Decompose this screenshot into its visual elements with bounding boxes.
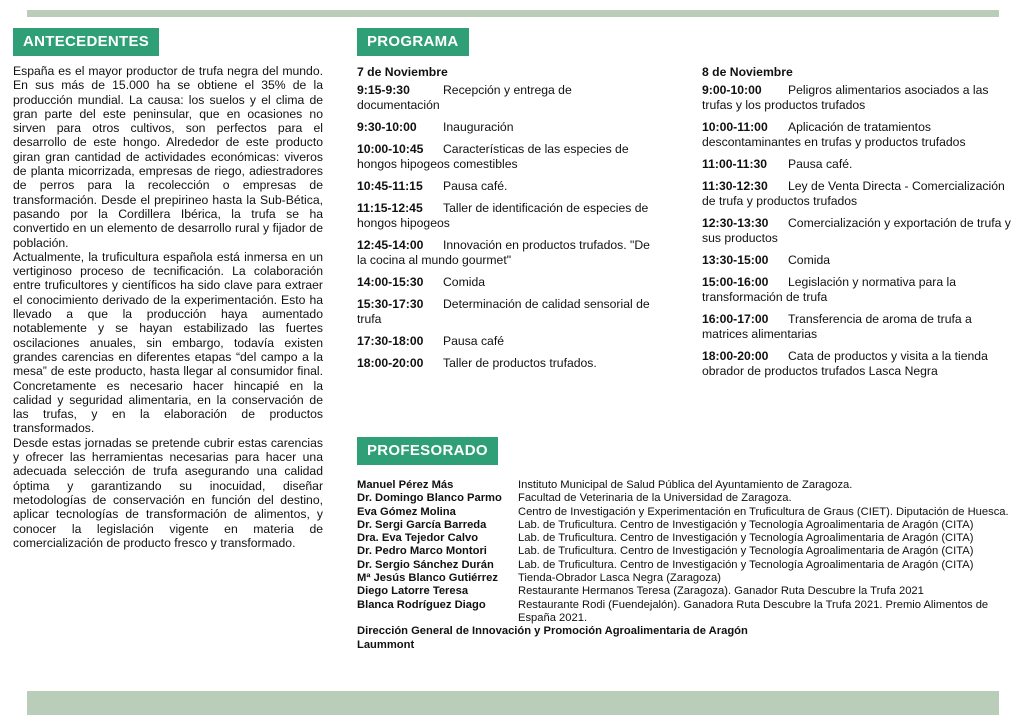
schedule-time: 18:00-20:00	[702, 349, 769, 363]
schedule-time: 15:00-16:00	[702, 275, 769, 289]
professor-row	[357, 506, 1022, 519]
professor-row	[357, 492, 1022, 505]
schedule-description: Pausa café.	[788, 157, 853, 171]
professor-row	[357, 599, 1022, 626]
professor-affiliation: Facultad de Veterinaria de la Universidad de Zaragoza.	[518, 492, 792, 505]
schedule-description: Taller de identificación de especies de hongos hipogeos	[357, 201, 649, 230]
schedule-item	[357, 201, 657, 231]
schedule-description: Transferencia de aroma de trufa a matrices alimentarias	[702, 312, 972, 341]
programa-day-1	[357, 65, 657, 378]
schedule-time: 12:45-14:00	[357, 238, 424, 252]
professor-row	[357, 545, 1022, 558]
schedule-description: Peligros alimentarios asociados a las trufas y los productos trufados	[702, 83, 989, 112]
bottom-decorative-bar	[27, 691, 999, 715]
schedule-time: 12:30-13:30	[702, 216, 769, 230]
professor-name: Mª Jesús Blanco Gutiérrez	[357, 572, 498, 585]
top-decorative-bar	[27, 10, 999, 17]
schedule-time: 10:00-11:00	[702, 120, 768, 134]
professor-affiliation: Lab. de Truficultura. Centro de Investigación y Tecnología Agroalimentaria de Aragón (CITA)	[518, 558, 974, 571]
schedule-description: Legislación y normativa para la transformación de trufa	[702, 275, 957, 304]
professor-name: Dr. Sergi García Barreda	[357, 518, 487, 531]
schedule-item	[357, 83, 657, 113]
professor-name: Dr. Sergio Sánchez Durán	[357, 558, 494, 571]
schedule-time: 11:30-12:30	[702, 179, 768, 193]
schedule-item	[357, 120, 657, 135]
professor-affiliation: Lab. de Truficultura. Centro de Investigación y Tecnología Agroalimentaria de Aragón (CITA)	[518, 532, 974, 545]
profesorado-heading: PROFESORADO	[357, 437, 498, 465]
schedule-time: 9:00-10:00	[702, 83, 762, 97]
professor-name: Dr. Domingo Blanco Parmo	[357, 492, 502, 505]
professor-affiliation: Lab. de Truficultura. Centro de Investigación y Tecnología Agroalimentaria de Aragón (CITA)	[518, 545, 974, 558]
schedule-time: 10:00-10:45	[357, 142, 424, 156]
schedule-item	[702, 120, 1014, 150]
programa-heading: PROGRAMA	[357, 28, 469, 56]
schedule-item	[702, 253, 1014, 268]
day-1-title: 7 de Noviembre	[357, 65, 448, 79]
schedule-time: 10:45-11:15	[357, 179, 423, 193]
schedule-description: Comida	[443, 275, 485, 289]
schedule-description: Determinación de calidad sensorial de trufa	[357, 297, 650, 326]
schedule-item	[702, 157, 1014, 172]
schedule-description: Ley de Venta Directa - Comercialización de trufa y productos trufados	[702, 179, 1005, 208]
schedule-description: Pausa café.	[443, 179, 508, 193]
antecedentes-paragraph-3: Desde estas jornadas se pretende cubrir estas carencias y ofrecer las herramientas necesarias para hacer una adecuada selección de trufa asegurando una calidad óptima y garantizando su inocuidad, diseñar metodologías de conservación en función del destino, aplicar tecnologías de transformación de alimentos, y conocer la legislación vigente en materia de comercialización de producto fresco y transformado.	[13, 435, 323, 550]
schedule-item	[702, 179, 1014, 209]
schedule-time: 18:00-20:00	[357, 356, 424, 370]
schedule-item	[702, 83, 1014, 113]
schedule-item	[357, 334, 657, 349]
profesorado-footer-2: Laummont	[357, 638, 415, 651]
professor-row	[357, 532, 1022, 545]
professor-row	[357, 572, 1022, 585]
schedule-time: 13:30-15:00	[702, 253, 769, 267]
antecedentes-body	[13, 64, 323, 550]
professor-name: Blanca Rodríguez Diago	[357, 598, 486, 611]
professor-row	[357, 519, 1022, 532]
schedule-time: 15:30-17:30	[357, 297, 424, 311]
professor-row	[357, 559, 1022, 572]
schedule-time: 16:00-17:00	[702, 312, 769, 326]
schedule-time: 9:15-9:30	[357, 83, 410, 97]
schedule-description: Recepción y entrega de documentación	[357, 83, 572, 112]
programa-day-2	[702, 65, 1014, 386]
professor-name: Eva Gómez Molina	[357, 505, 456, 518]
schedule-item	[357, 238, 657, 268]
professor-affiliation: Centro de Investigación y Experimentación en Truficultura de Graus (CIET). Diputación de Huesca.	[518, 505, 1009, 518]
antecedentes-heading: ANTECEDENTES	[13, 28, 159, 56]
schedule-time: 14:00-15:30	[357, 275, 424, 289]
professor-affiliation: Restaurante Hermanos Teresa (Zaragoza). Ganador Ruta Descubre la Trufa 2021	[518, 585, 924, 598]
schedule-item	[357, 179, 657, 194]
schedule-item	[702, 312, 1014, 342]
schedule-item	[702, 275, 1014, 305]
schedule-description: Pausa café	[443, 334, 504, 348]
schedule-description: Inauguración	[443, 120, 514, 134]
schedule-item	[702, 216, 1014, 246]
professor-name: Dr. Pedro Marco Montori	[357, 545, 487, 558]
schedule-item	[357, 142, 657, 172]
professor-affiliation: Lab. de Truficultura. Centro de Investigación y Tecnología Agroalimentaria de Aragón (CITA)	[518, 518, 974, 531]
schedule-description: Características de las especies de hongos hipogeos comestibles	[357, 142, 629, 171]
professor-affiliation: Instituto Municipal de Salud Pública del Ayuntamiento de Zaragoza.	[518, 479, 853, 491]
antecedentes-paragraph-1: España es el mayor productor de trufa negra del mundo. En sus más de 15.000 ha se obtiene el 35% de la producción mundial. La causa: los suelos y el clima de gran parte del este peninsular, que en ocasiones no sirven para otros cultivos, son perfectos para el desarrollo de este hongo. Alrededor de este producto giran gran cantidad de actividades económicas: viveros de planta micorrizada, empresas de riego, adiestradores de perros para la recolección o empresas de transformación. Desde el prepirineo hasta la Sub-Bética, pasando por la Cordillera Ibérica, la trufa se ha convertido en un elemento de desarrollo rural y fijador de población.	[13, 64, 323, 250]
schedule-time: 17:30-18:00	[357, 334, 424, 348]
professor-name: Diego Latorre Teresa	[357, 585, 469, 598]
professor-affiliation: Restaurante Rodi (Fuendejalón). Ganadora Ruta Descubre la Trufa 2021. Premio Alimentos de España 2021.	[518, 598, 989, 624]
professor-affiliation: Tienda-Obrador Lasca Negra (Zaragoza)	[518, 572, 721, 585]
profesorado-footer-1: Dirección General de Innovación y Promoción Agroalimentaria de Aragón	[357, 625, 748, 638]
schedule-description: Comercialización y exportación de trufa y sus productos	[702, 216, 1011, 245]
professor-name: Manuel Pérez Más	[357, 479, 454, 491]
schedule-item	[357, 275, 657, 290]
schedule-time: 11:00-11:30	[702, 157, 768, 171]
schedule-time: 11:15-12:45	[357, 201, 423, 215]
profesorado-table	[357, 479, 1022, 625]
professor-name: Dra. Eva Tejedor Calvo	[357, 532, 479, 545]
schedule-description: Aplicación de tratamientos descontaminantes en trufas y productos trufados	[702, 120, 966, 149]
profesorado-list	[357, 479, 1022, 652]
schedule-description: Innovación en productos trufados. "De la cocina al mundo gourmet"	[357, 238, 650, 267]
schedule-description: Comida	[788, 253, 830, 267]
day-2-title: 8 de Noviembre	[702, 65, 793, 79]
schedule-description: Taller de productos trufados.	[443, 356, 597, 370]
antecedentes-paragraph-2: Actualmente, la truficultura española está inmersa en un vertiginoso proceso de tecnificación. La colaboración entre truficultores y científicos ha sido clave para extraer el conocimiento derivado de la experimentación. Esto ha llevado a que la producción haya aumentado notablemente y se hayan estabilizado las fuertes oscilaciones anuales, sin embargo, todavía existen grandes carencias en diferentes etapas “del campo a la mesa” de este producto, hasta llegar al consumidor final. Concretamente es necesario hacer hincapié en la calidad y seguridad alimentaria, en la conservación de las trufas, y en la elaboración de productos transformados.	[13, 249, 323, 436]
professor-row	[357, 585, 1022, 598]
schedule-item	[702, 349, 1014, 379]
schedule-description: Cata de productos y visita a la tienda obrador de productos trufados Lasca Negra	[702, 349, 988, 378]
professor-row	[357, 479, 1022, 492]
schedule-item	[357, 297, 657, 327]
schedule-item	[357, 356, 657, 371]
schedule-time: 9:30-10:00	[357, 120, 417, 134]
